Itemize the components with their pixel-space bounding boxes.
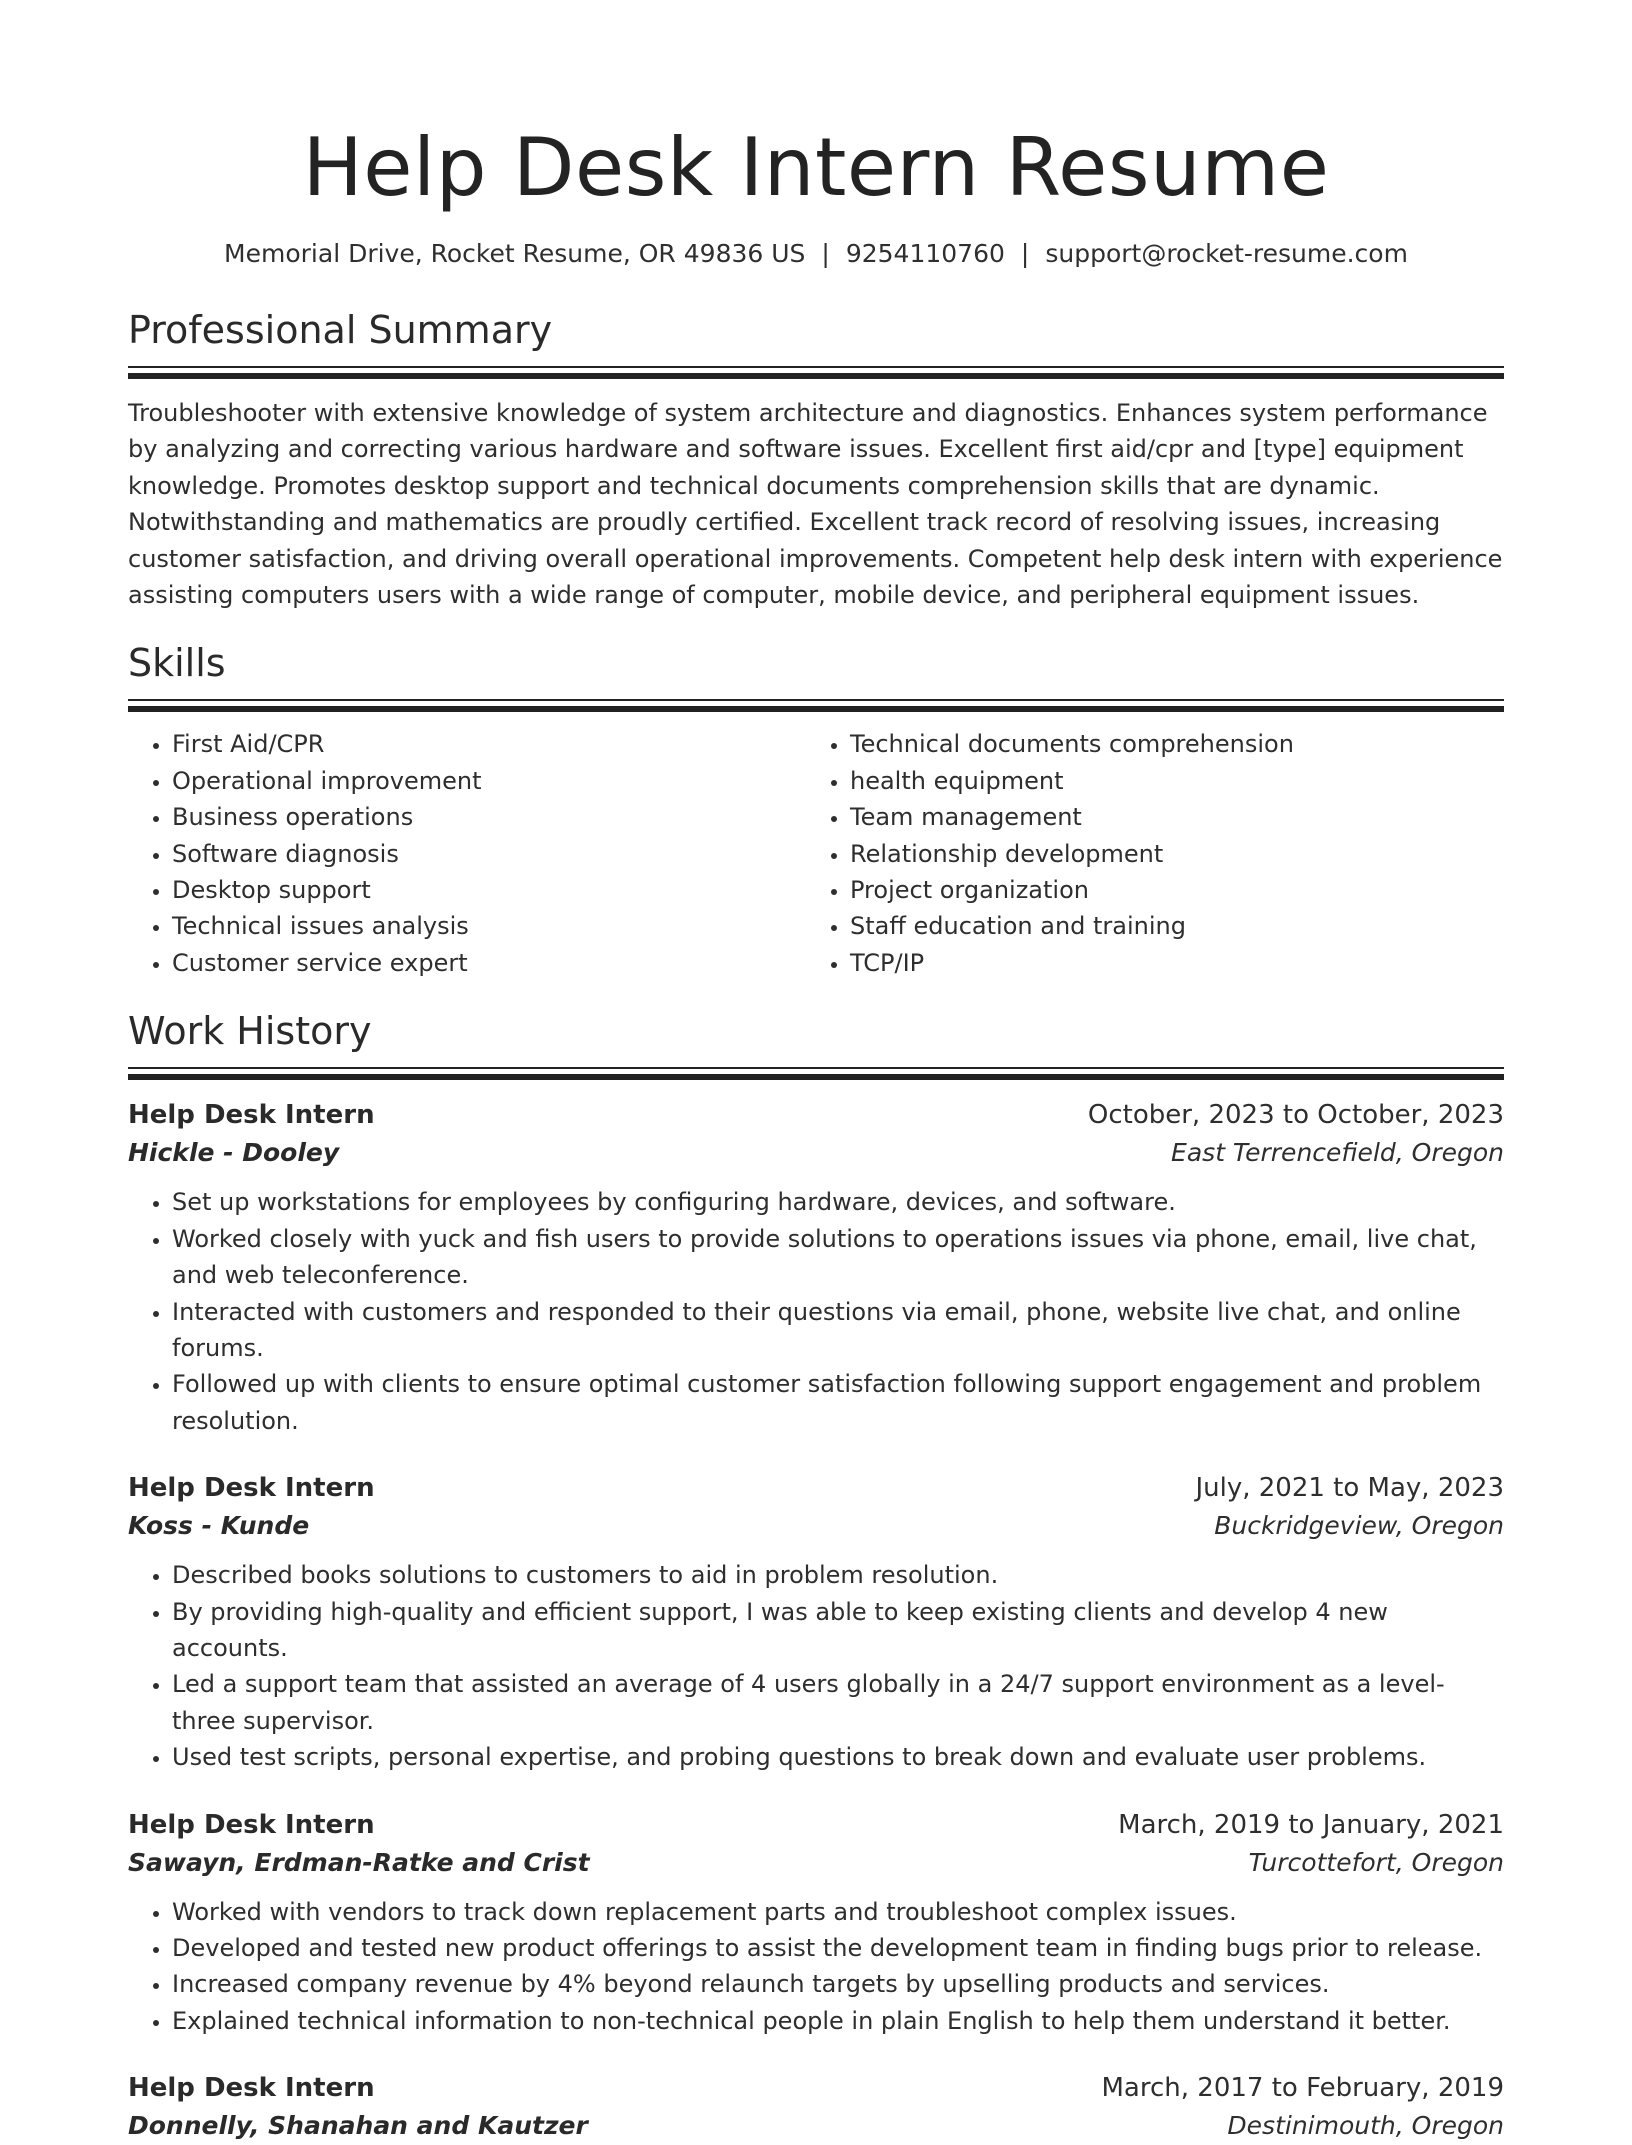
job-company: Hickle - Dooley <box>128 1138 340 1168</box>
skills-section <box>128 639 1504 981</box>
skill-item: • Staff education and training <box>850 908 1526 944</box>
skill-item: • Desktop support <box>172 872 806 908</box>
job-title: Help Desk Intern <box>128 1809 375 1840</box>
job-location: Destinimouth, Oregon <box>1227 2111 1504 2141</box>
job-bullets <box>128 1184 1504 1439</box>
job-company: Sawayn, Erdman-Ratke and Crist <box>128 1847 590 1877</box>
skill-item: • health equipment <box>850 763 1526 799</box>
skills-list-left <box>128 726 806 981</box>
skill-item: • Relationship development <box>850 836 1526 872</box>
skills-columns <box>128 726 1504 981</box>
job-entry <box>128 2069 1504 2145</box>
job-bullet: • Worked closely with yuck and fish users to provide solutions to operations issues via phone, email, live chat, and web teleconference. <box>172 1221 1504 1294</box>
job-bullet: • Followed up with clients to ensure optimal customer satisfaction following support engagement and problem resolution. <box>172 1366 1504 1439</box>
job-company: Donnelly, Shanahan and Kautzer <box>128 2111 588 2141</box>
job-location: Buckridgeview, Oregon <box>1214 1511 1504 1541</box>
contact-separator: | <box>1020 239 1030 268</box>
summary-heading: Professional Summary <box>128 308 553 352</box>
summary-text: Troubleshooter with extensive knowledge of system architecture and diagnostics. Enhances system performance by analyzing and correcting various hardware and software issues. Excellent first aid/cpr and [type] equipment knowledge. Promotes desktop support and technical documents comprehension skills that are dynamic. Notwithstanding and mathematics are proudly certified. Excellent track record of resolving issues, increasing customer satisfaction, and driving overall operational improvements. Competent help desk intern with experience assisting computers users with a wide range of computer, mobile device, and peripheral equipment issues. <box>128 399 1503 610</box>
resume-page <box>128 0 1504 2145</box>
job-dates: March, 2019 to January, 2021 <box>1118 1809 1504 1840</box>
skill-item: • Project organization <box>850 872 1526 908</box>
skills-heading: Skills <box>128 641 226 686</box>
contact-email: support@rocket-resume.com <box>1045 239 1408 268</box>
job-header <box>128 1096 1504 1134</box>
job-subheader <box>128 1507 1504 1545</box>
job-subheader <box>128 1844 1504 1882</box>
skill-item: • Technical issues analysis <box>172 908 806 944</box>
job-dates: March, 2017 to February, 2019 <box>1101 2073 1504 2104</box>
skill-item: • Customer service expert <box>172 945 806 981</box>
job-bullet: • Worked with vendors to track down replacement parts and troubleshoot complex issues. <box>172 1894 1504 1930</box>
job-header <box>128 2069 1504 2107</box>
section-divider <box>128 366 1504 379</box>
job-subheader <box>128 1134 1504 1172</box>
section-divider <box>128 699 1504 712</box>
contact-separator: | <box>821 239 830 268</box>
resume-title: Help Desk Intern Resume <box>302 121 1330 214</box>
section-divider <box>128 1067 1504 1080</box>
work-history-section <box>128 1007 1504 2145</box>
job-bullet: • Increased company revenue by 4% beyond relaunch targets by upselling products and services. <box>172 1966 1504 2002</box>
job-bullet: • Explained technical information to non-technical people in plain English to help them understand it better. <box>172 2003 1504 2039</box>
job-title: Help Desk Intern <box>128 1100 375 1131</box>
skill-item: • Technical documents comprehension <box>850 726 1526 762</box>
work-history-heading: Work History <box>128 1009 372 1054</box>
job-bullets <box>128 1894 1504 2040</box>
job-bullet: • By providing high-quality and efficient support, I was able to keep existing clients and develop 4 new accounts. <box>172 1594 1504 1667</box>
job-bullet: • Described books solutions to customers to aid in problem resolution. <box>172 1557 1504 1593</box>
job-bullet: • Developed and tested new product offerings to assist the development team in finding bugs prior to release. <box>172 1930 1504 1966</box>
job-header <box>128 1806 1504 1844</box>
job-bullet: • Led a support team that assisted an average of 4 users globally in a 24/7 support environment as a level-three supervisor. <box>172 1666 1504 1739</box>
skill-item: • First Aid/CPR <box>172 726 806 762</box>
contact-phone: 9254110760 <box>845 239 1005 268</box>
job-dates: July, 2021 to May, 2023 <box>1195 1473 1504 1504</box>
skills-list-right <box>806 726 1526 981</box>
job-entry <box>128 1469 1504 1775</box>
contact-address: Memorial Drive, Rocket Resume, OR 49836 US <box>224 239 806 268</box>
job-location: East Terrencefield, Oregon <box>1171 1138 1504 1168</box>
job-bullets <box>128 1557 1504 1775</box>
job-location: Turcottefort, Oregon <box>1248 1847 1504 1877</box>
job-subheader <box>128 2107 1504 2145</box>
job-title: Help Desk Intern <box>128 1473 375 1504</box>
job-entry <box>128 1806 1504 2040</box>
skill-item: • Business operations <box>172 799 806 835</box>
job-title: Help Desk Intern <box>128 2073 375 2104</box>
job-dates: October, 2023 to October, 2023 <box>1087 1100 1504 1131</box>
job-bullet: • Interacted with customers and responded to their questions via email, phone, website live chat, and online forums. <box>172 1294 1504 1367</box>
skill-item: • Software diagnosis <box>172 836 806 872</box>
skill-item: • TCP/IP <box>850 945 1526 981</box>
job-company: Koss - Kunde <box>128 1511 310 1541</box>
job-entry <box>128 1096 1504 1439</box>
skill-item: • Team management <box>850 799 1526 835</box>
skill-item: • Operational improvement <box>172 763 806 799</box>
contact-line <box>128 238 1504 270</box>
job-bullet: • Set up workstations for employees by configuring hardware, devices, and software. <box>172 1184 1504 1220</box>
summary-section <box>128 306 1504 613</box>
job-header <box>128 1469 1504 1507</box>
job-bullet: • Used test scripts, personal expertise, and probing questions to break down and evaluate user problems. <box>172 1739 1504 1775</box>
